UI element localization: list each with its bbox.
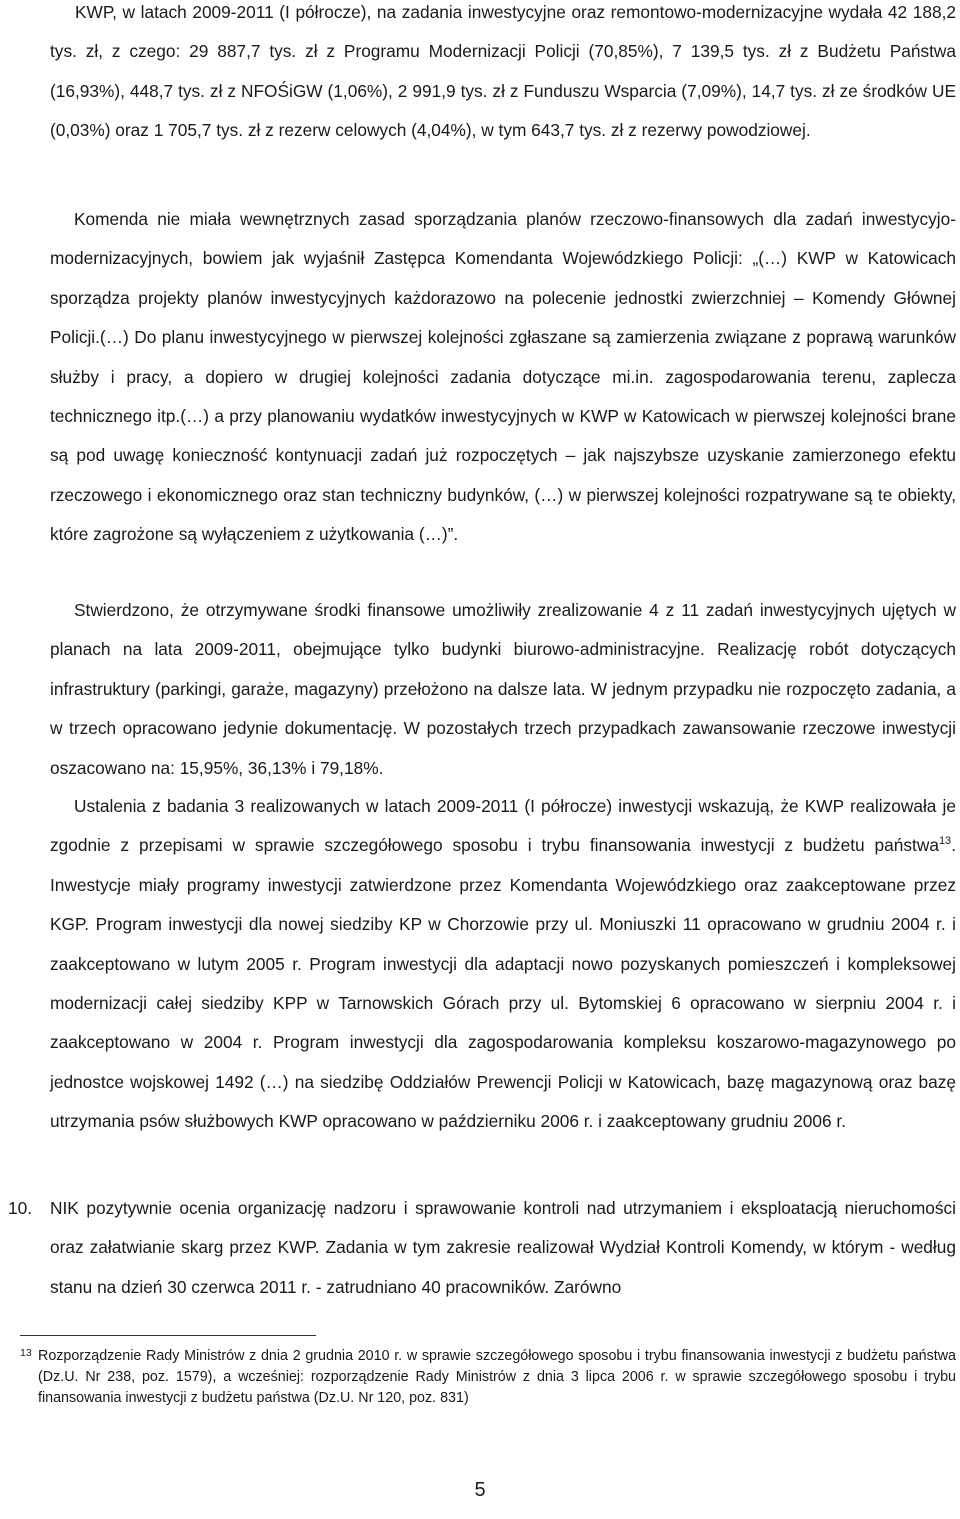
paragraph-planning-rules: Komenda nie miała wewnętrznych zasad sporządzania planów rzeczowo-finansowych dla zadań inwestycyjo-modernizacyjnych, bowiem jak wyjaśnił Zastępca Komendanta Wojewódzkiego Policji: „(…) KWP w Katowicach sporządza projekty planów inwestycyjnych każdorazowo na polecenie jednostki zwierzchniej – Komendy Głównej Policji.(…) Do planu inwestycyjnego w pierwszej kolejności zgłaszane są zamierzenia związane z poprawą warunków służby i pracy, a dopiero w drugiej kolejności zadania dotyczące mi.in. zagospodarowania terenu, zaplecza technicznego itp.(…) a przy planowaniu wydatków inwestycyjnych w KWP w Katowicach w pierwszej kolejności brane są pod uwagę konieczność kontynuacji zadań już rozpoczętych – jak najszybsze uzyskanie zamierzonego efektu rzeczowego i ekonomicznego oraz stan techniczny budynków, (…) w pierwszej kolejności rozpatrywane są te obiekty, które zagrożone są wyłączeniem z użytkowania (…)”. bbox=[50, 209, 956, 545]
paragraph-audit-findings-text-1: Ustalenia z badania 3 realizowanych w latach 2009-2011 (I półrocze) inwestycji wskazują, że KWP realizowała je zgodnie z przepisami w sprawie szczegółowego sposobu i trybu finansowania inwestycji z budżetu państwa bbox=[50, 796, 956, 856]
paragraph-nik-assessment: NIK pozytywnie ocenia organizację nadzoru i sprawowanie kontroli nad utrzymaniem i eksploatacją nieruchomości oraz załatwianie skarg przez KWP. Zadania w tym zakresie realizował Wydział Kontroli Komendy, w którym - według stanu na dzień 30 czerwca 2011 r. - zatrudniano 40 pracowników. Zarówno bbox=[50, 1198, 956, 1297]
page-number: 5 bbox=[474, 1479, 486, 1501]
paragraph-completed-tasks: Stwierdzono, że otrzymywane środki finansowe umożliwiły zrealizowanie 4 z 11 zadań inwestycyjnych ujętych w planach na lata 2009-2011, obejmujące tylko budynki biurowo-administracyjne. Realizację robót dotyczących infrastruktury (parkingi, garaże, magazyny) przełożono na dalsze lata. W jednym przypadku nie rozpoczęto zadania, a w trzech opracowano jedynie dokumentację. W pozostałych trzech przypadkach zawansowanie rzeczowe inwestycji oszacowano na: 15,95%, 36,13% i 79,18%. bbox=[50, 600, 956, 778]
footnote-13 bbox=[20, 1346, 956, 1409]
paragraph-audit-findings-text-2: . Inwestycje miały programy inwestycji zatwierdzone przez Komendanta Wojewódzkiego oraz zaakceptowane przez KGP. Program inwestycji dla nowej siedziby KP w Chorzowie przy ul. Moniuszki 11 opracowano w grudniu 2004 r. i zaakceptowano w lutym 2005 r. Program inwestycji dla adaptacji nowo pozyskanych pomieszczeń i kompleksowej modernizacji całej siedziby KPP w Tarnowskich Górach przy ul. Bytomskiej 6 opracowano w sierpniu 2004 r. i zaakceptowano w 2004 r. Program inwestycji dla zagospodarowania kompleksu koszarowo-magazynowego po jednostce wojskowej 1492 (…) na siedzibę Oddziałów Prewencji Policji w Katowicach, bazę magazynową oraz bazę utrzymania psów służbowych KWP opracowano w październiku 2006 r. i zaakceptowany grudniu 2006 r. bbox=[50, 835, 956, 1132]
paragraph-audit-findings bbox=[50, 787, 956, 1142]
footnote-mark: 13 bbox=[20, 1347, 32, 1359]
list-item-number: 10. bbox=[8, 1198, 33, 1218]
paragraph-investment-expenditure: KWP, w latach 2009-2011 (I półrocze), na zadania inwestycyjne oraz remontowo-modernizacyjne wydała 42 188,2 tys. zł, z czego: 29 887,7 tys. zł z Programu Modernizacji Policji (70,85%), 7 139,5 tys. zł z Budżetu Państwa (16,93%), 448,7 tys. zł z NFOŚiGW (1,06%), 2 991,9 tys. zł z Funduszu Wsparcia (7,09%), 14,7 tys. zł ze środków UE (0,03%) oraz 1 705,7 tys. zł z rezerw celowych (4,04%), w tym 643,7 tys. zł z rezerwy powodziowej. bbox=[50, 2, 956, 141]
footnote-text: Rozporządzenie Rady Ministrów z dnia 2 grudnia 2010 r. w sprawie szczegółowego sposobu i trybu finansowania inwestycji z budżetu państwa (Dz.U. Nr 238, poz. 1579), a wcześniej: rozporządzenie Rady Ministrów z dnia 3 lipca 2006 r. w sprawie szczegółowego sposobu i trybu finansowania inwestycji z budżetu państwa (Dz.U. Nr 120, poz. 831) bbox=[38, 1348, 956, 1406]
footnote-separator bbox=[20, 1335, 316, 1336]
footnote-reference[interactable]: 13 bbox=[938, 835, 952, 848]
